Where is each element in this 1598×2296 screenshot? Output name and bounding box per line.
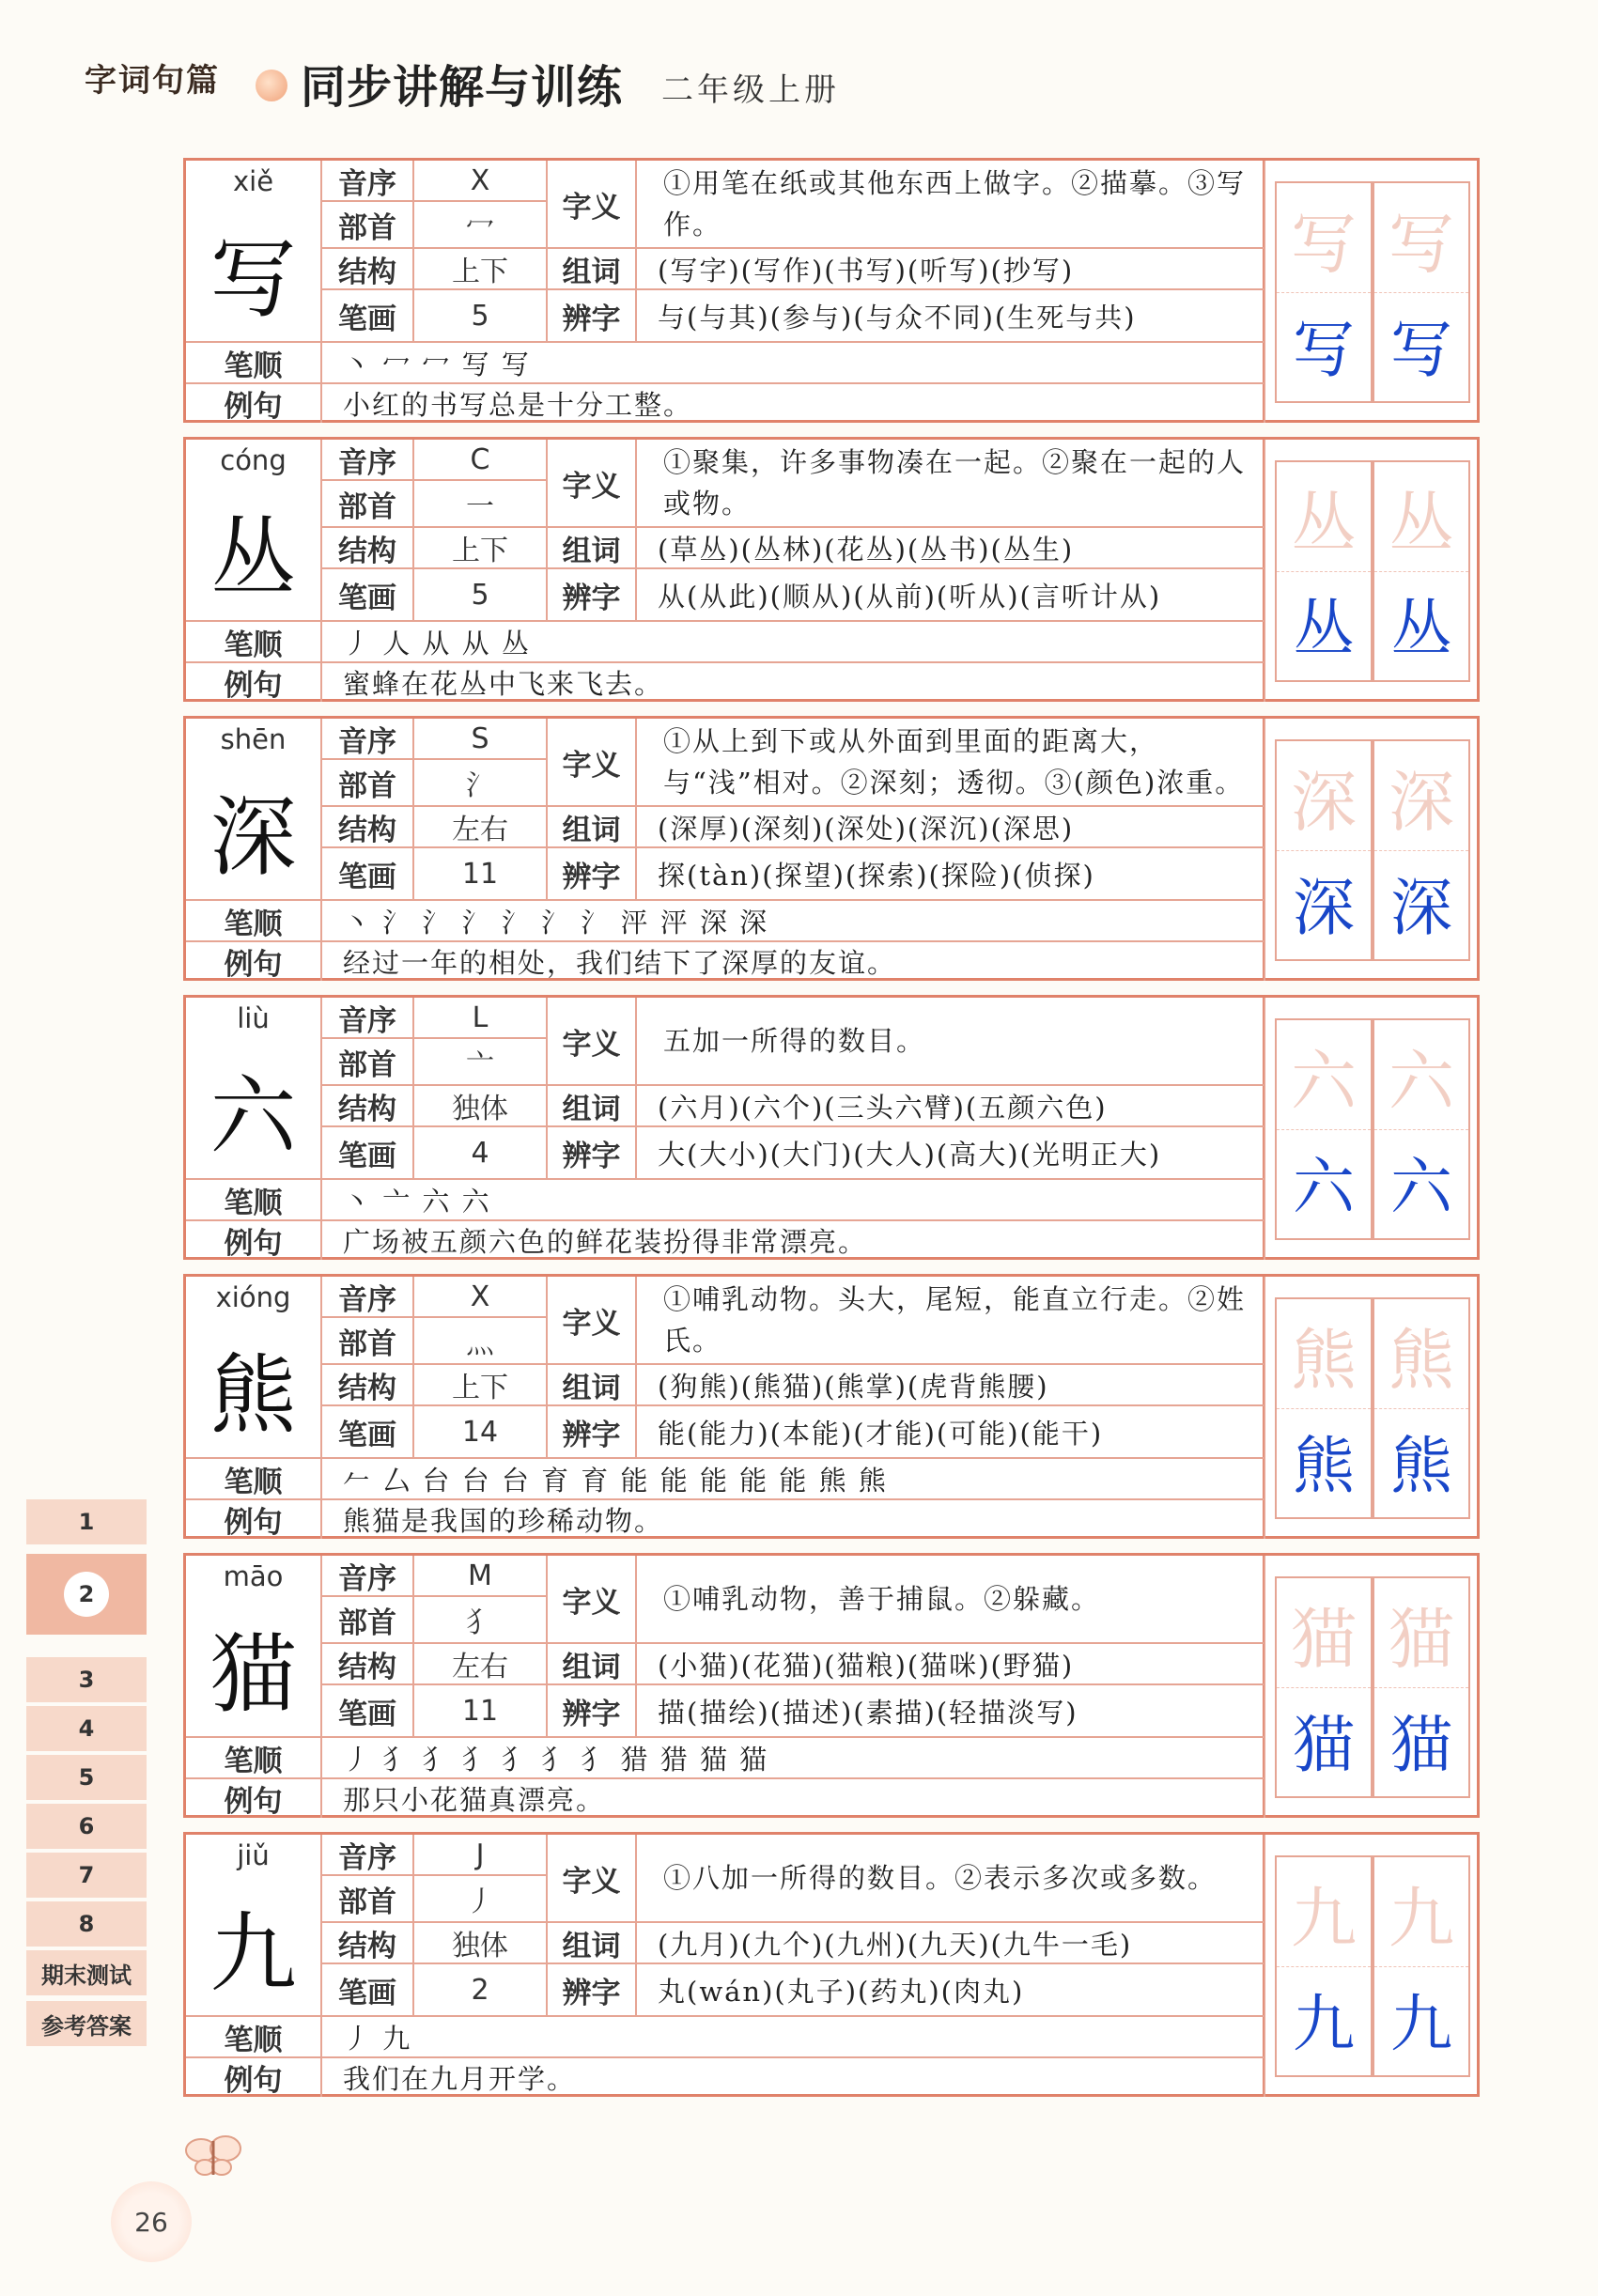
word-group-text: (小猫)(花猫)(猫粮)(猫咪)(野猫) (637, 1644, 1265, 1685)
meaning-text: ①用笔在纸或其他东西上做字。②描摹。③写作。 (637, 161, 1265, 249)
word-group-text: (六月)(六个)(三头六臂)(五颜六色) (637, 1086, 1265, 1127)
character-table (183, 995, 1265, 1260)
trace-character: 猫 (1389, 1600, 1454, 1678)
meaning-text: ①八加一所得的数目。②表示多次或多数。 (637, 1835, 1265, 1923)
practice-box (1373, 460, 1470, 682)
trace-character: 深 (1389, 763, 1454, 841)
grade-label: 二年级上册 (661, 71, 840, 109)
sidenav-item-label: 参考答案 (41, 2012, 132, 2040)
practice-box (1275, 181, 1373, 403)
character-entry (183, 437, 1480, 702)
value-yinxu: J (414, 1835, 548, 1876)
character-table (183, 1274, 1265, 1539)
label-yinxu: 音序 (322, 161, 414, 202)
character-entry (183, 1553, 1480, 1818)
pinyin: cóng (220, 444, 287, 476)
meaning-text: ①哺乳动物，善于捕鼠。②躲藏。 (637, 1556, 1265, 1644)
label-bianzi: 辨字 (548, 569, 637, 622)
trace-character: 熊 (1291, 1321, 1357, 1399)
label-bihua: 笔画 (322, 290, 414, 343)
distinguish-text: 与(与其)(参与)(与众不同)(生死与共) (637, 290, 1265, 343)
value-bihua: 5 (414, 569, 548, 622)
practice-box (1373, 1018, 1470, 1240)
pinyin: xióng (215, 1281, 291, 1313)
trace-character: 丛 (1291, 484, 1357, 562)
word-group-text: (深厚)(深刻)(深处)(深沉)(深思) (637, 807, 1265, 848)
value-bihua: 11 (414, 1685, 548, 1738)
practice-box (1275, 739, 1373, 961)
value-bushou: 灬 (414, 1318, 548, 1365)
handwritten-character: 熊 (1293, 1429, 1355, 1502)
value-bushou: 冖 (414, 202, 548, 249)
example-sentence: 那只小花猫真漂亮。 (322, 1779, 1265, 1818)
label-bushou: 部首 (322, 202, 414, 249)
handwritten-character: 深 (1293, 871, 1355, 944)
label-ziyi: 字义 (548, 161, 637, 249)
label-bushou: 部首 (322, 1318, 414, 1365)
example-sentence: 广场被五颜六色的鲜花装扮得非常漂亮。 (322, 1221, 1265, 1260)
label-zuci: 组词 (548, 1923, 637, 1964)
label-bihua: 笔画 (322, 1685, 414, 1738)
label-liju: 例句 (186, 663, 322, 702)
label-jiegou: 结构 (322, 1644, 414, 1685)
character-table (183, 1832, 1265, 2097)
word-group-text: (草丛)(丛林)(花丛)(丛书)(丛生) (637, 528, 1265, 569)
sidenav-item[interactable] (26, 1554, 147, 1635)
trace-character: 九 (1291, 1879, 1357, 1957)
stroke-order-text: 丶 冖 冖 写 写 (322, 343, 1265, 384)
practice-box (1275, 1297, 1373, 1519)
label-yinxu: 音序 (322, 1277, 414, 1318)
practice-box (1275, 460, 1373, 682)
sidenav-item-label: 4 (78, 1715, 95, 1742)
label-bihua: 笔画 (322, 1964, 414, 2017)
practice-grid (1265, 437, 1480, 702)
label-yinxu: 音序 (322, 998, 414, 1039)
sidenav-item[interactable] (26, 1804, 147, 1849)
value-yinxu: C (414, 440, 548, 481)
handwritten-character: 写 (1390, 313, 1452, 386)
example-sentence: 我们在九月开学。 (322, 2058, 1265, 2097)
stroke-order-text: 丶 氵 氵 氵 氵 氵 氵 泙 泙 深 深 (322, 901, 1265, 942)
practice-box (1373, 1297, 1470, 1519)
value-bihua: 4 (414, 1127, 548, 1180)
handwritten-character: 写 (1293, 313, 1355, 386)
sidenav-item-label: 3 (78, 1667, 95, 1693)
pinyin: liù (237, 1002, 270, 1034)
main-character: 丛 (209, 508, 297, 609)
character-table (183, 1553, 1265, 1818)
trace-character: 六 (1389, 1042, 1454, 1120)
label-jiegou: 结构 (322, 1086, 414, 1127)
main-character: 熊 (209, 1345, 297, 1446)
meaning-text: ①哺乳动物。头大，尾短，能直立行走。②姓氏。 (637, 1277, 1265, 1365)
main-character: 九 (209, 1903, 297, 2004)
main-character: 深 (209, 787, 297, 888)
character-entry (183, 1274, 1480, 1539)
label-bushou: 部首 (322, 1039, 414, 1086)
label-bihua: 笔画 (322, 848, 414, 901)
handwritten-character: 猫 (1293, 1708, 1355, 1781)
trace-character: 深 (1291, 763, 1357, 841)
handwritten-character: 六 (1293, 1150, 1355, 1223)
practice-grid (1265, 1832, 1480, 2097)
distinguish-text: 大(大小)(大门)(大人)(高大)(光明正大) (637, 1127, 1265, 1180)
practice-box (1373, 1855, 1470, 2077)
value-bihua: 5 (414, 290, 548, 343)
meaning-text: ①聚集，许多事物凑在一起。②聚在一起的人或物。 (637, 440, 1265, 528)
label-jiegou: 结构 (322, 528, 414, 569)
sidenav-item-label: 6 (78, 1813, 95, 1839)
label-bushou: 部首 (322, 1597, 414, 1644)
label-ziyi: 字义 (548, 440, 637, 528)
stroke-order-text: 𠂉 厶 台 台 台 育 育 能 能 能 能 能 熊 熊 (322, 1459, 1265, 1500)
distinguish-text: 探(tàn)(探望)(探索)(探险)(侦探) (637, 848, 1265, 901)
sidenav-item[interactable] (26, 1657, 147, 1702)
character-table (183, 158, 1265, 423)
value-jiegou: 上下 (414, 1365, 548, 1406)
series-logo: 字词句篇 (85, 62, 220, 100)
practice-box (1275, 1855, 1373, 2077)
stroke-order-text: 丿 犭 犭 犭 犭 犭 犭 猎 猎 猫 猫 (322, 1738, 1265, 1779)
distinguish-text: 描(描绘)(描述)(素描)(轻描淡写) (637, 1685, 1265, 1738)
label-yinxu: 音序 (322, 1835, 414, 1876)
page-number: 26 (111, 2181, 192, 2262)
label-bihua: 笔画 (322, 569, 414, 622)
label-ziyi: 字义 (548, 998, 637, 1086)
sidenav-item[interactable] (26, 1755, 147, 1800)
sidenav-item-label: 8 (78, 1911, 95, 1937)
stroke-order-text: 丿 人 从 从 丛 (322, 622, 1265, 663)
sidenav-item-label: 1 (78, 1509, 95, 1535)
word-group-text: (狗熊)(熊猫)(熊掌)(虎背熊腰) (637, 1365, 1265, 1406)
label-liju: 例句 (186, 1500, 322, 1539)
handwritten-character: 深 (1390, 871, 1452, 944)
sidenav-item[interactable] (26, 1706, 147, 1751)
label-bishun: 笔顺 (186, 2017, 322, 2058)
label-bihua: 笔画 (322, 1127, 414, 1180)
practice-box (1373, 181, 1470, 403)
value-bushou: 亠 (414, 1039, 548, 1086)
value-bushou: 犭 (414, 1597, 548, 1644)
value-bihua: 11 (414, 848, 548, 901)
sidenav-item[interactable] (26, 1950, 147, 1995)
value-yinxu: M (414, 1556, 548, 1597)
label-bianzi: 辨字 (548, 1127, 637, 1180)
distinguish-text: 丸(wán)(丸子)(药丸)(肉丸) (637, 1964, 1265, 2017)
label-liju: 例句 (186, 1221, 322, 1260)
value-yinxu: X (414, 1277, 548, 1318)
value-yinxu: S (414, 719, 548, 760)
meaning-text: 五加一所得的数目。 (637, 998, 1265, 1086)
character-entry (183, 158, 1480, 423)
label-ziyi: 字义 (548, 1556, 637, 1644)
trace-character: 九 (1389, 1879, 1454, 1957)
example-sentence: 经过一年的相处，我们结下了深厚的友谊。 (322, 942, 1265, 981)
stroke-order-text: 丶 亠 六 六 (322, 1180, 1265, 1221)
main-character: 六 (209, 1066, 297, 1167)
handwritten-character: 九 (1293, 1987, 1355, 2060)
sidenav-item-label: 期末测试 (41, 1962, 132, 1989)
practice-box (1275, 1576, 1373, 1798)
label-bushou: 部首 (322, 1876, 414, 1923)
label-jiegou: 结构 (322, 1923, 414, 1964)
sidenav-item[interactable] (26, 1853, 147, 1898)
label-zuci: 组词 (548, 1365, 637, 1406)
pinyin: xiě (232, 165, 274, 197)
label-liju: 例句 (186, 384, 322, 423)
value-yinxu: L (414, 998, 548, 1039)
value-jiegou: 上下 (414, 528, 548, 569)
character-entry (183, 995, 1480, 1260)
label-bianzi: 辨字 (548, 290, 637, 343)
label-yinxu: 音序 (322, 1556, 414, 1597)
pinyin: māo (223, 1560, 284, 1592)
label-jiegou: 结构 (322, 1365, 414, 1406)
example-sentence: 熊猫是我国的珍稀动物。 (322, 1500, 1265, 1539)
label-jiegou: 结构 (322, 807, 414, 848)
sidenav-item[interactable] (26, 2001, 147, 2046)
label-ziyi: 字义 (548, 1277, 637, 1365)
practice-box (1275, 1018, 1373, 1240)
trace-character: 六 (1291, 1042, 1357, 1120)
character-entry (183, 1832, 1480, 2097)
page-header (85, 45, 1494, 120)
value-bihua: 2 (414, 1964, 548, 2017)
sidenav-item[interactable] (26, 1901, 147, 1947)
butterfly-icon (180, 2128, 246, 2184)
label-bushou: 部首 (322, 760, 414, 807)
pinyin: jiǔ (237, 1839, 270, 1871)
label-zuci: 组词 (548, 249, 637, 290)
practice-grid (1265, 995, 1480, 1260)
label-liju: 例句 (186, 942, 322, 981)
label-yinxu: 音序 (322, 440, 414, 481)
value-jiegou: 左右 (414, 807, 548, 848)
label-zuci: 组词 (548, 807, 637, 848)
logo-dot-icon (256, 70, 287, 101)
label-ziyi: 字义 (548, 719, 637, 807)
handwritten-character: 熊 (1390, 1429, 1452, 1502)
trace-character: 丛 (1389, 484, 1454, 562)
practice-grid (1265, 1274, 1480, 1539)
word-group-text: (九月)(九个)(九州)(九天)(九牛一毛) (637, 1923, 1265, 1964)
sidenav-item-label: 5 (78, 1764, 95, 1791)
label-zuci: 组词 (548, 1086, 637, 1127)
value-jiegou: 独体 (414, 1923, 548, 1964)
label-zuci: 组词 (548, 528, 637, 569)
handwritten-character: 猫 (1390, 1708, 1452, 1781)
stroke-order-text: 丿 九 (322, 2017, 1265, 2058)
label-bushou: 部首 (322, 481, 414, 528)
label-liju: 例句 (186, 2058, 322, 2097)
value-yinxu: X (414, 161, 548, 202)
value-bushou: 氵 (414, 760, 548, 807)
value-bushou: 丿 (414, 1876, 548, 1923)
handwritten-character: 九 (1390, 1987, 1452, 2060)
label-yinxu: 音序 (322, 719, 414, 760)
distinguish-text: 从(从此)(顺从)(从前)(听从)(言听计从) (637, 569, 1265, 622)
label-bianzi: 辨字 (548, 1685, 637, 1738)
label-ziyi: 字义 (548, 1835, 637, 1923)
value-jiegou: 上下 (414, 249, 548, 290)
sidenav-item[interactable] (26, 1499, 147, 1544)
main-character: 猫 (209, 1624, 297, 1725)
meaning-text: ①从上到下或从外面到里面的距离大，与“浅”相对。②深刻；透彻。③(颜色)浓重。 (637, 719, 1265, 807)
handwritten-character: 丛 (1390, 592, 1452, 665)
label-bianzi: 辨字 (548, 848, 637, 901)
label-jiegou: 结构 (322, 249, 414, 290)
label-bishun: 笔顺 (186, 901, 322, 942)
practice-box (1373, 739, 1470, 961)
value-bushou: 一 (414, 481, 548, 528)
practice-grid (1265, 716, 1480, 981)
label-bishun: 笔顺 (186, 343, 322, 384)
label-bishun: 笔顺 (186, 1180, 322, 1221)
distinguish-text: 能(能力)(本能)(才能)(可能)(能干) (637, 1406, 1265, 1459)
label-bihua: 笔画 (322, 1406, 414, 1459)
character-entry (183, 716, 1480, 981)
character-table (183, 437, 1265, 702)
sidenav-item-label: 7 (78, 1862, 95, 1888)
label-bianzi: 辨字 (548, 1406, 637, 1459)
handwritten-character: 丛 (1293, 592, 1355, 665)
example-sentence: 蜜蜂在花丛中飞来飞去。 (322, 663, 1265, 702)
sidenav-item-label: 2 (64, 1572, 109, 1617)
practice-box (1373, 1576, 1470, 1798)
label-bianzi: 辨字 (548, 1964, 637, 2017)
label-bishun: 笔顺 (186, 622, 322, 663)
practice-grid (1265, 1553, 1480, 1818)
label-zuci: 组词 (548, 1644, 637, 1685)
book-title: 同步讲解与训练 (301, 61, 624, 114)
main-character: 写 (209, 229, 297, 330)
trace-character: 熊 (1389, 1321, 1454, 1399)
label-bishun: 笔顺 (186, 1459, 322, 1500)
trace-character: 写 (1389, 205, 1454, 283)
character-table (183, 716, 1265, 981)
word-group-text: (写字)(写作)(书写)(听写)(抄写) (637, 249, 1265, 290)
trace-character: 猫 (1291, 1600, 1357, 1678)
value-bihua: 14 (414, 1406, 548, 1459)
trace-character: 写 (1291, 205, 1357, 283)
handwritten-character: 六 (1390, 1150, 1452, 1223)
value-jiegou: 左右 (414, 1644, 548, 1685)
label-bishun: 笔顺 (186, 1738, 322, 1779)
example-sentence: 小红的书写总是十分工整。 (322, 384, 1265, 423)
label-liju: 例句 (186, 1779, 322, 1818)
value-jiegou: 独体 (414, 1086, 548, 1127)
practice-grid (1265, 158, 1480, 423)
pinyin: shēn (220, 723, 287, 755)
